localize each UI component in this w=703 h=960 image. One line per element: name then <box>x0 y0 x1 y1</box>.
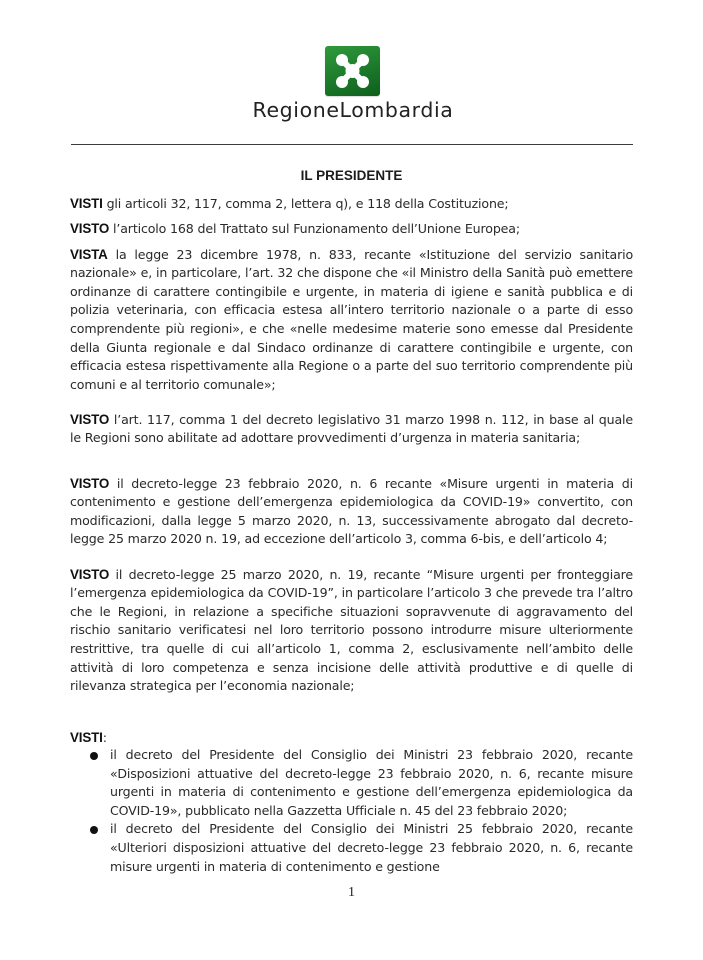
paragraph-text: l’art. 117, comma 1 del decreto legislativo 31 marzo 1998 n. 112, in base al quale le Regioni sono abilitate ad adottare provvedimenti d’urgenza in materia sanitaria; <box>70 411 633 446</box>
paragraph-text: l’articolo 168 del Trattato sul Funzionamento dell’Unione Europea; <box>109 220 520 236</box>
paragraph-lead: VISTO <box>70 411 110 427</box>
paragraph-visto-dl-19 <box>70 566 633 696</box>
bullet-icon <box>90 826 98 834</box>
paragraph-text: la legge 23 dicembre 1978, n. 833, recante «Istituzione del servizio sanitario nazionale» e, in particolare, l’art. 32 che dispone che «il Ministro della Sanità può emettere ordinanze di carattere contingibile e urgente, in materia di igiene e sanità pubblica e di polizia veterinaria, con efficacia estesa all’intero territorio nazionale o a parte di esso comprendente più regioni», e che «nelle medesime materie sono emesse dal Presidente della Giunta regionale e dal Sindaco ordinanze di carattere contingibile e urgente, con efficacia estesa rispettivamente alla Regione o a parte del suo territorio comprendente più comuni e al territorio comunale»; <box>70 246 633 392</box>
paragraph-lead: VISTA <box>70 246 108 262</box>
list-item-text: il decreto del Presidente del Consiglio dei Ministri 25 febbraio 2020, recante «Ulteriori disposizioni attuative del decreto-legge 23 febbraio 2020, n. 6, recante misure urgenti in materia di contenimento e gestione <box>110 821 633 874</box>
document-title: IL PRESIDENTE <box>300 168 403 183</box>
list-item <box>70 820 633 876</box>
visti-heading-colon: : <box>102 729 107 745</box>
paragraph-text: gli articoli 32, 117, comma 2, lettera q), e 118 della Costituzione; <box>102 195 509 211</box>
paragraph-vista-legge-833 <box>70 246 633 395</box>
logo-text: RegioneLombardia <box>252 98 454 122</box>
paragraph-visti-costituzione <box>70 195 633 214</box>
paragraph-lead: VISTO <box>70 475 110 491</box>
page-number: 1 <box>348 885 355 900</box>
list-item <box>70 746 633 820</box>
paragraph-visto-dl-6 <box>70 475 633 549</box>
paragraph-lead: VISTI <box>70 195 103 211</box>
paragraph-visto-dlgs-112 <box>70 411 633 448</box>
lombardy-rose-icon <box>325 46 380 96</box>
paragraph-text: il decreto-legge 23 febbraio 2020, n. 6 recante «Misure urgenti in materia di contenimento e gestione dell’emergenza epidemiologica da COVID-19» convertito, con modificazioni, dalla legge 5 marzo 2020, n. 13, successivamente abrogato dal decreto-legge 25 marzo 2020 n. 19, ad eccezione dell’articolo 3, comma 6-bis, e dell’articolo 4; <box>70 475 633 547</box>
visti-heading-label: VISTI <box>70 729 103 745</box>
visti-bullet-list <box>70 746 633 876</box>
visti-heading <box>70 729 633 748</box>
paragraph-text: il decreto-legge 25 marzo 2020, n. 19, recante “Misure urgenti per fronteggiare l’emergenza epidemiologica da COVID-19”, in particolare l’articolo 3 che prevede tra l’altro che le Regioni, in relazione a specifiche situazioni sopravvenute di aggravamento del rischio sanitario verificatesi nel loro territorio possono introdurre misure ulteriormente restrittive, tra quelle di cui all’articolo 1, comma 2, esclusivamente nell’ambito delle attività di loro competenza e senza incisione delle attività produttive e di quelle di rilevanza strategica per l’economia nazionale; <box>70 566 633 694</box>
bullet-icon <box>90 752 98 760</box>
header-divider <box>71 144 633 145</box>
paragraph-lead: VISTO <box>70 566 110 582</box>
paragraph-lead: VISTO <box>70 220 110 236</box>
list-item-text: il decreto del Presidente del Consiglio dei Ministri 23 febbraio 2020, recante «Disposizioni attuative del decreto-legge 23 febbraio 2020, n. 6, recante misure urgenti in materia di contenimento e gestione dell’emergenza epidemiologica da COVID-19», pubblicato nella Gazzetta Ufficiale n. 45 del 23 febbraio 2020; <box>110 747 633 818</box>
paragraph-visto-trattato <box>70 220 633 239</box>
